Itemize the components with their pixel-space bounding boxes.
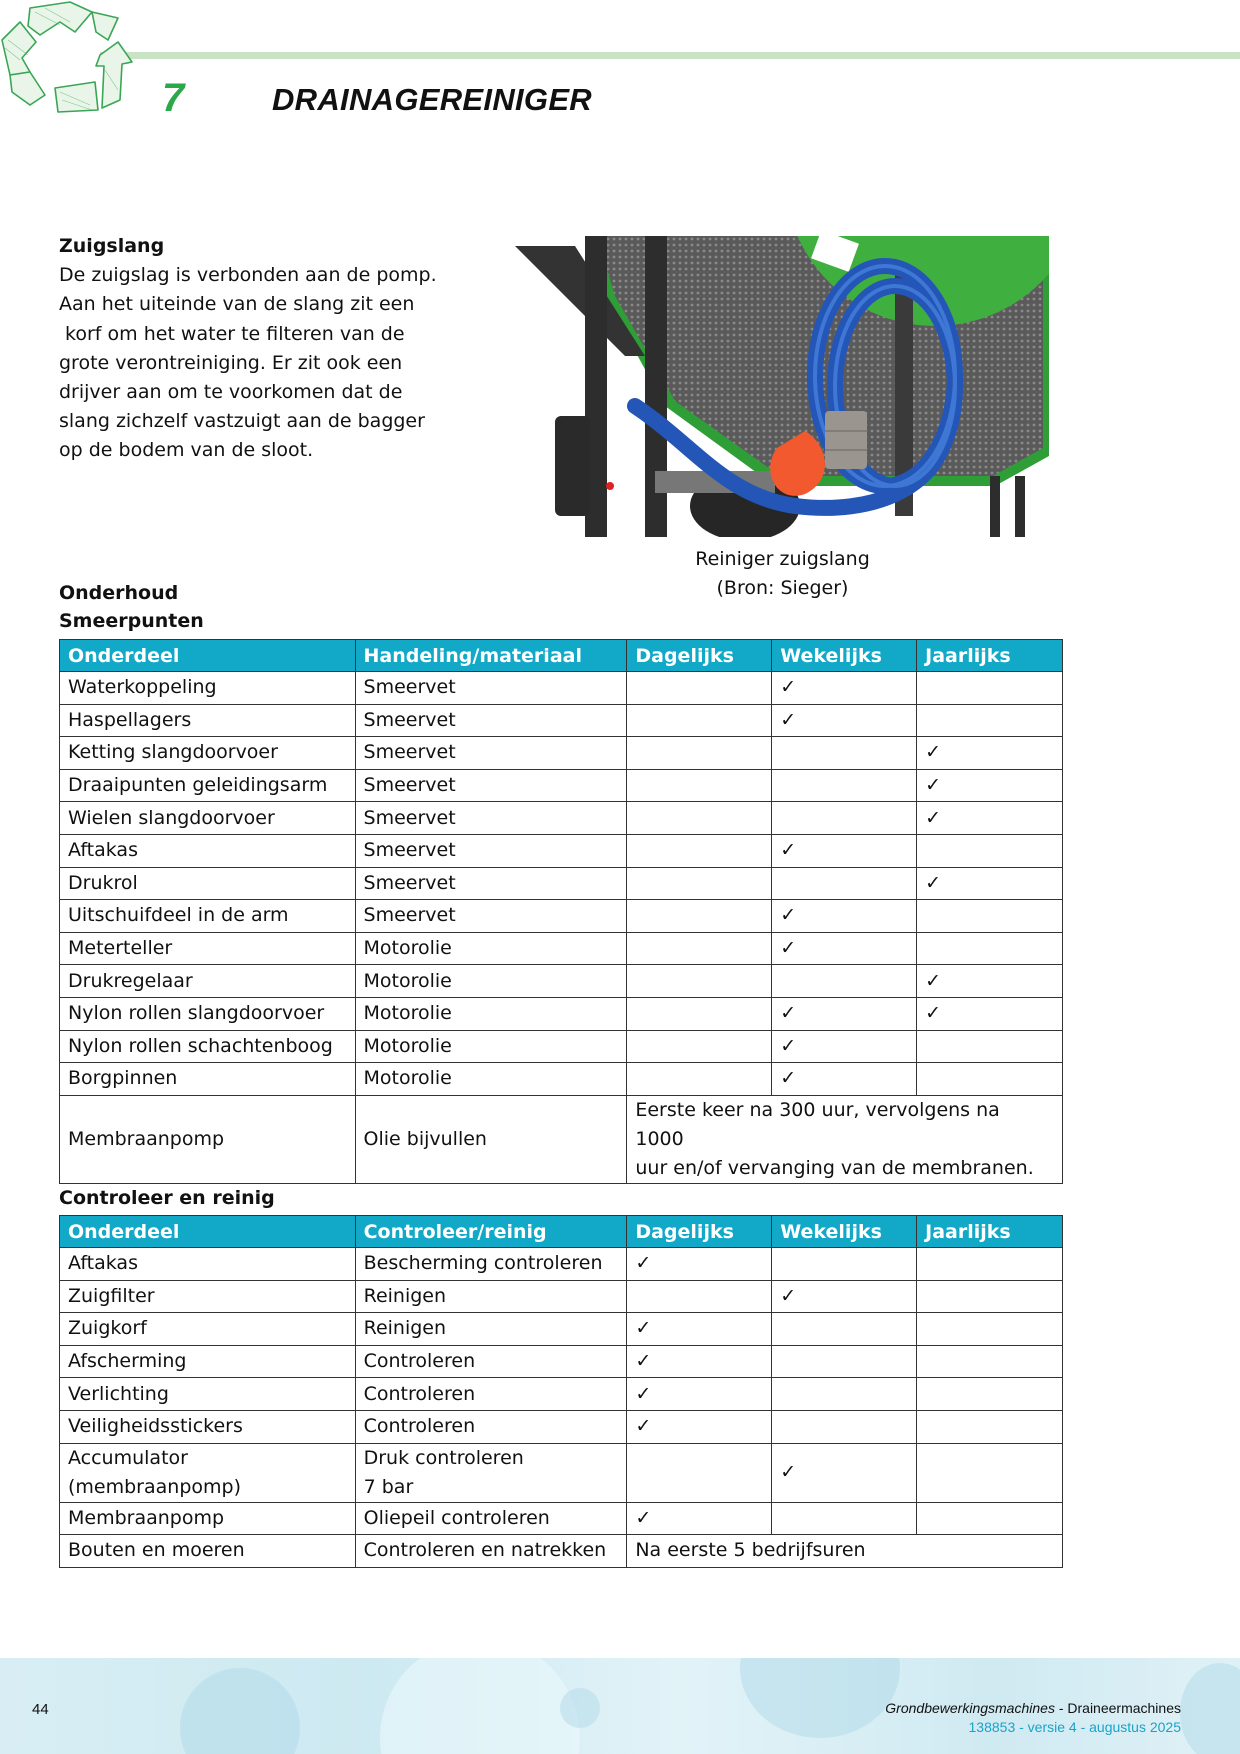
cell-part: Drukregelaar — [60, 965, 356, 998]
cell-yearly-check: ✓ — [917, 867, 1063, 900]
cell-yearly-check — [917, 834, 1063, 867]
cell-part: Bouten en moeren — [60, 1535, 356, 1568]
cell-daily-check — [627, 997, 772, 1030]
cell-action: Motorolie — [355, 997, 627, 1030]
cell-daily-check — [627, 834, 772, 867]
intro-line: korf om het water te filteren van de — [59, 322, 405, 345]
column-header: Jaarlijks — [917, 1216, 1063, 1248]
column-header: Onderdeel — [60, 1216, 356, 1248]
cell-weekly-check — [772, 802, 917, 835]
table-row — [60, 704, 1063, 737]
cell-daily-check — [627, 737, 772, 770]
cell-daily-check — [627, 867, 772, 900]
column-header: Jaarlijks — [917, 640, 1063, 672]
cell-part: Zuigfilter — [60, 1280, 356, 1313]
cell-part: Drukrol — [60, 867, 356, 900]
cell-yearly-check: ✓ — [917, 802, 1063, 835]
intro-line: grote verontreiniging. Er zit ook een — [59, 351, 403, 374]
cell-action: Controleren — [355, 1345, 627, 1378]
cell-part: Borgpinnen — [60, 1063, 356, 1096]
recycle-arrows-icon — [0, 0, 140, 115]
section-title-onderhoud: Onderhoud — [59, 582, 179, 604]
cell-part: Membraanpomp — [60, 1502, 356, 1535]
cell-part: Ketting slangdoorvoer — [60, 737, 356, 770]
cell-yearly-check: ✓ — [917, 737, 1063, 770]
cell-daily-check — [627, 769, 772, 802]
column-header: Onderdeel — [60, 640, 356, 672]
intro-line: slang zichzelf vastzuigt aan de bagger — [59, 410, 425, 433]
cell-weekly-check — [772, 737, 917, 770]
cell-weekly-check: ✓ — [772, 704, 917, 737]
cell-action: Smeervet — [355, 867, 627, 900]
table-row — [60, 1378, 1063, 1411]
cell-action: Motorolie — [355, 1063, 627, 1096]
table-row — [60, 1410, 1063, 1443]
cell-part: Waterkoppeling — [60, 672, 356, 705]
note-line: uur en/of vervanging van de membranen. — [635, 1156, 1034, 1179]
table-row — [60, 1313, 1063, 1346]
cell-daily-check — [627, 1443, 772, 1502]
cell-weekly-check: ✓ — [772, 1443, 917, 1502]
cell-action: Olie bijvullen — [355, 1095, 627, 1183]
cell-yearly-check: ✓ — [917, 769, 1063, 802]
note-line: Eerste keer na 300 uur, vervolgens na 1000 — [635, 1098, 1000, 1150]
cell-daily-check: ✓ — [627, 1345, 772, 1378]
cell-daily-check — [627, 1030, 772, 1063]
cell-action: Reinigen — [355, 1313, 627, 1346]
cell-daily-check — [627, 965, 772, 998]
cell-daily-check: ✓ — [627, 1313, 772, 1346]
cell-action: Smeervet — [355, 737, 627, 770]
table-row — [60, 932, 1063, 965]
suction-hose-photo — [515, 236, 1049, 537]
page-number: 44 — [32, 1701, 49, 1718]
cell-yearly-check — [917, 672, 1063, 705]
cell-yearly-check — [917, 1280, 1063, 1313]
table-row — [60, 1502, 1063, 1535]
cell-yearly-check — [917, 1502, 1063, 1535]
cell-part: Afscherming — [60, 1345, 356, 1378]
table-row — [60, 1063, 1063, 1096]
cell-action: Controleren — [355, 1378, 627, 1411]
chapter-title: DRAINAGEREINIGER — [272, 82, 592, 117]
cell-weekly-check — [772, 769, 917, 802]
cell-yearly-check: ✓ — [917, 965, 1063, 998]
cell-weekly-check — [772, 1345, 917, 1378]
intro-line: Aan het uiteinde van de slang zit een — [59, 293, 415, 316]
cell-weekly-check: ✓ — [772, 997, 917, 1030]
table-row — [60, 1535, 1063, 1568]
cell-part: Haspellagers — [60, 704, 356, 737]
cell-yearly-check — [917, 1345, 1063, 1378]
cell-action: Oliepeil controleren — [355, 1502, 627, 1535]
cell-part: Nylon rollen slangdoorvoer — [60, 997, 356, 1030]
table-header-row — [60, 640, 1063, 672]
inspection-table — [59, 1215, 1063, 1568]
cell-yearly-check — [917, 1030, 1063, 1063]
header-rule — [100, 52, 1240, 59]
cell-weekly-check: ✓ — [772, 1030, 917, 1063]
cell-daily-check: ✓ — [627, 1378, 772, 1411]
cell-part: Meterteller — [60, 932, 356, 965]
table-row — [60, 672, 1063, 705]
table-row — [60, 834, 1063, 867]
column-header: Wekelijks — [772, 1216, 917, 1248]
cell-yearly-check — [917, 1063, 1063, 1096]
cell-yearly-check — [917, 1248, 1063, 1281]
part-line: (membraanpomp) — [68, 1475, 241, 1498]
table-row — [60, 1095, 1063, 1183]
cell-action: Motorolie — [355, 1030, 627, 1063]
cell-weekly-check: ✓ — [772, 1063, 917, 1096]
cell-yearly-check — [917, 704, 1063, 737]
caption-source: (Bron: Sieger) — [716, 577, 849, 599]
cell-part: Draaipunten geleidingsarm — [60, 769, 356, 802]
cell-action: Smeervet — [355, 802, 627, 835]
table-row — [60, 1248, 1063, 1281]
cell-action: Smeervet — [355, 900, 627, 933]
cell-action: Motorolie — [355, 932, 627, 965]
table-header-row — [60, 1216, 1063, 1248]
cell-daily-check: ✓ — [627, 1248, 772, 1281]
cell-action — [355, 1443, 627, 1502]
cell-daily-check — [627, 802, 772, 835]
table-row — [60, 1280, 1063, 1313]
table-row — [60, 1030, 1063, 1063]
cell-part: Verlichting — [60, 1378, 356, 1411]
table-row — [60, 900, 1063, 933]
cell-action: Smeervet — [355, 672, 627, 705]
subsection-title-smeerpunten: Smeerpunten — [59, 610, 204, 632]
cell-interval-note: Na eerste 5 bedrijfsuren — [627, 1535, 1063, 1568]
cell-weekly-check: ✓ — [772, 1280, 917, 1313]
cell-part: Nylon rollen schachtenboog — [60, 1030, 356, 1063]
intro-text — [59, 232, 459, 466]
cell-weekly-check — [772, 965, 917, 998]
cell-weekly-check — [772, 1378, 917, 1411]
column-header: Dagelijks — [627, 640, 772, 672]
cell-action: Reinigen — [355, 1280, 627, 1313]
cell-yearly-check — [917, 1378, 1063, 1411]
cell-weekly-check — [772, 1410, 917, 1443]
intro-line: drijver aan om te voorkomen dat de — [59, 381, 403, 404]
cell-weekly-check: ✓ — [772, 900, 917, 933]
figure-caption — [640, 545, 925, 603]
cell-yearly-check — [917, 932, 1063, 965]
table-row — [60, 1443, 1063, 1502]
cell-part: Aftakas — [60, 834, 356, 867]
cell-weekly-check — [772, 1313, 917, 1346]
cell-daily-check: ✓ — [627, 1502, 772, 1535]
chapter-number: 7 — [162, 76, 185, 120]
cell-part: Uitschuifdeel in de arm — [60, 900, 356, 933]
cell-weekly-check — [772, 1502, 917, 1535]
cell-weekly-check: ✓ — [772, 672, 917, 705]
cell-part: Membraanpomp — [60, 1095, 356, 1183]
cell-daily-check — [627, 932, 772, 965]
cell-weekly-check: ✓ — [772, 834, 917, 867]
footer-series — [885, 1700, 1181, 1716]
part-line: Accumulator — [68, 1446, 188, 1469]
cell-action: Motorolie — [355, 965, 627, 998]
cell-action: Smeervet — [355, 769, 627, 802]
table-row — [60, 867, 1063, 900]
cell-action: Smeervet — [355, 834, 627, 867]
cell-weekly-check: ✓ — [772, 932, 917, 965]
cell-part: Veiligheidsstickers — [60, 1410, 356, 1443]
table-row — [60, 965, 1063, 998]
lubrication-table — [59, 639, 1063, 1184]
cell-part: Wielen slangdoorvoer — [60, 802, 356, 835]
table-row — [60, 769, 1063, 802]
cell-daily-check — [627, 1063, 772, 1096]
cell-daily-check — [627, 704, 772, 737]
cell-part: Zuigkorf — [60, 1313, 356, 1346]
cell-daily-check: ✓ — [627, 1410, 772, 1443]
column-header: Wekelijks — [772, 640, 917, 672]
table-row — [60, 802, 1063, 835]
cell-part — [60, 1443, 356, 1502]
action-line: 7 bar — [363, 1475, 414, 1498]
cell-action: Bescherming controleren — [355, 1248, 627, 1281]
footer-doc-info: 138853 - versie 4 - augustus 2025 — [968, 1719, 1181, 1735]
cell-weekly-check — [772, 1248, 917, 1281]
cell-action: Controleren — [355, 1410, 627, 1443]
column-header: Dagelijks — [627, 1216, 772, 1248]
table-row — [60, 1345, 1063, 1378]
footer-series-rest: - Draineermachines — [1054, 1700, 1181, 1716]
subsection-title-controleer: Controleer en reinig — [59, 1187, 275, 1209]
cell-action: Smeervet — [355, 704, 627, 737]
column-header: Controleer/reinig — [355, 1216, 627, 1248]
table-row — [60, 997, 1063, 1030]
cell-yearly-check — [917, 1410, 1063, 1443]
cell-daily-check — [627, 900, 772, 933]
intro-heading: Zuigslang — [59, 235, 165, 257]
cell-weekly-check — [772, 867, 917, 900]
intro-line: op de bodem van de sloot. — [59, 439, 314, 462]
cell-daily-check — [627, 1280, 772, 1313]
cell-yearly-check: ✓ — [917, 997, 1063, 1030]
action-line: Druk controleren — [363, 1446, 524, 1469]
table-row — [60, 737, 1063, 770]
cell-yearly-check — [917, 900, 1063, 933]
intro-line: De zuigslag is verbonden aan de pomp. — [59, 264, 437, 287]
cell-part: Aftakas — [60, 1248, 356, 1281]
cell-interval-note — [627, 1095, 1063, 1183]
caption-title: Reiniger zuigslang — [695, 548, 870, 570]
column-header: Handeling/materiaal — [355, 640, 627, 672]
footer-series-italic: Grondbewerkingsmachines — [885, 1700, 1055, 1716]
cell-action: Controleren en natrekken — [355, 1535, 627, 1568]
cell-yearly-check — [917, 1443, 1063, 1502]
cell-yearly-check — [917, 1313, 1063, 1346]
cell-daily-check — [627, 672, 772, 705]
